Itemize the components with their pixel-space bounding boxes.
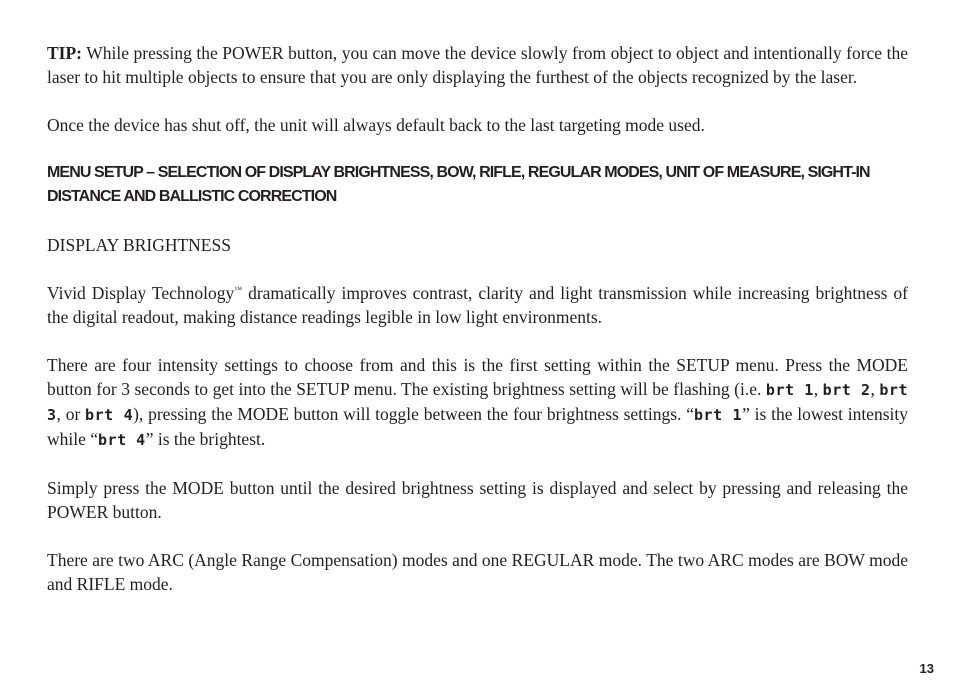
page-content [47, 41, 908, 620]
tip-text: While pressing the POWER button, you can move the device slowly from object to object and intentionally force the laser to hit multiple objects to ensure that you are only displaying the furthest of the objects recognized by the laser. [47, 43, 908, 87]
trademark-symbol: ™ [234, 285, 243, 294]
intensity-sep-3: , or [56, 404, 86, 424]
intensity-text-3: ” is the lowest intensity while “ [47, 404, 908, 449]
vivid-display-paragraph [47, 281, 908, 329]
page-number: 13 [919, 661, 934, 676]
lcd-brt-4: brt 4 [85, 406, 134, 424]
lcd-brt-1-lowest: brt 1 [694, 406, 743, 424]
intensity-text-2: ), pressing the MODE button will toggle between the four brightness settings. “ [133, 404, 695, 424]
display-brightness-heading: DISPLAY BRIGHTNESS [47, 235, 231, 255]
arc-paragraph: There are two ARC (Angle Range Compensation) modes and one REGULAR mode. The two ARC modes are BOW mode and RIFLE mode. [47, 550, 908, 594]
lcd-brt-2: brt 2 [822, 381, 871, 399]
vivid-text-start: Vivid Display Technology [47, 283, 235, 303]
intensity-text-4: ” is the brightest. [145, 429, 266, 449]
vivid-text-end: dramatically improves contrast, clarity and light transmission while increasing brightness of the digital readout, making distance readings legible in low light environments. [47, 283, 908, 327]
intensity-sep-1: , [813, 379, 823, 399]
lcd-brt-3: brt 3 [47, 381, 909, 424]
tip-paragraph [47, 41, 908, 89]
intensity-paragraph [47, 353, 908, 452]
shutoff-paragraph: Once the device has shut off, the unit will always default back to the last targeting mode used. [47, 115, 705, 135]
lcd-brt-1: brt 1 [765, 381, 814, 399]
intensity-sep-2: , [870, 379, 880, 399]
mode-paragraph: Simply press the MODE button until the desired brightness setting is displayed and select by pressing and releasing the POWER button. [47, 478, 908, 522]
menu-setup-heading: MENU SETUP – SELECTION OF DISPLAY BRIGHTNESS, BOW, RIFLE, REGULAR MODES, UNIT OF MEASURE, SIGHT-IN DISTANCE AND BALLISTIC CORRECTION [47, 164, 870, 205]
tip-label: TIP: [47, 43, 82, 63]
intensity-text-1: There are four intensity settings to choose from and this is the first setting within the SETUP menu. Press the MODE button for 3 seconds to get into the SETUP menu. The existing brightness setting will be flashing (i.e. [47, 355, 908, 399]
lcd-brt-4-brightest: brt 4 [98, 431, 146, 449]
